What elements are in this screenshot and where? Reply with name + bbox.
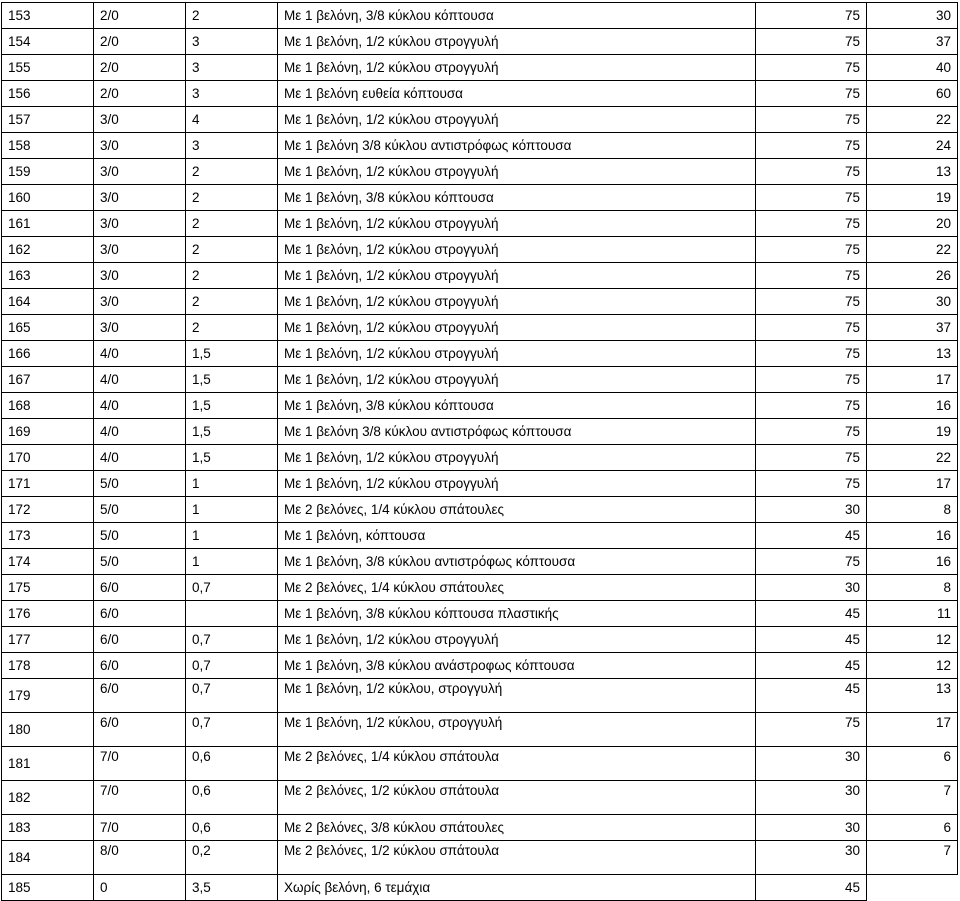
needle-length-cell: 8 [867,497,958,523]
item-number-cell: 175 [2,575,94,601]
needle-length-cell: 37 [867,315,958,341]
table-row [2,237,958,263]
decimal-size-cell: 1,5 [186,341,278,367]
suture-size-cell: 8/0 [94,841,186,875]
needle-description-cell: Χωρίς βελόνη, 6 τεμάχια [278,875,756,901]
needle-description-cell: Με 2 βελόνες, 1/4 κύκλου σπάτουλες [278,575,756,601]
decimal-size-cell: 2 [186,185,278,211]
needle-length-cell: 26 [867,263,958,289]
suture-size-cell: 3/0 [94,133,186,159]
length-cell: 75 [756,159,867,185]
decimal-size-cell: 2 [186,237,278,263]
item-number-cell: 155 [2,55,94,81]
table-row [2,107,958,133]
table-row [2,841,958,875]
item-number-cell: 162 [2,237,94,263]
decimal-size-cell: 2 [186,211,278,237]
needle-description-cell: Με 1 βελόνη, 1/2 κύκλου στρογγυλή [278,471,756,497]
item-number-cell: 157 [2,107,94,133]
table-row [2,55,958,81]
table-row [2,185,958,211]
length-cell: 75 [756,549,867,575]
needle-length-cell: 22 [867,107,958,133]
decimal-size-cell: 1 [186,523,278,549]
needle-description-cell: Με 1 βελόνη, 1/2 κύκλου, στρογγυλή [278,679,756,713]
item-number-cell: 161 [2,211,94,237]
needle-description-cell: Με 1 βελόνη, 3/8 κύκλου κόπτουσα [278,185,756,211]
length-cell: 30 [756,747,867,781]
needle-length-cell: 13 [867,341,958,367]
needle-description-cell: Με 1 βελόνη, 1/2 κύκλου στρογγυλή [278,107,756,133]
needle-length-cell: 22 [867,237,958,263]
decimal-size-cell: 0,6 [186,815,278,841]
suture-size-cell: 6/0 [94,627,186,653]
suture-size-cell: 2/0 [94,55,186,81]
needle-length-cell: 16 [867,549,958,575]
needle-description-cell: Με 1 βελόνη, 3/8 κύκλου κόπτουσα [278,3,756,29]
suture-size-cell: 2/0 [94,29,186,55]
needle-description-cell: Με 1 βελόνη, 1/2 κύκλου στρογγυλή [278,627,756,653]
table-row [2,575,958,601]
needle-description-cell: Με 1 βελόνη, 1/2 κύκλου στρογγυλή [278,289,756,315]
table-row [2,133,958,159]
suture-size-cell: 4/0 [94,419,186,445]
needle-length-cell: 7 [867,781,958,815]
needle-length-cell: 6 [867,815,958,841]
table-row [2,367,958,393]
decimal-size-cell: 3 [186,29,278,55]
suture-size-cell: 6/0 [94,653,186,679]
item-number-cell: 156 [2,81,94,107]
length-cell: 75 [756,393,867,419]
needle-description-cell: Με 2 βελόνες, 1/2 κύκλου σπάτουλα [278,781,756,815]
suture-size-cell: 6/0 [94,601,186,627]
suture-size-cell: 7/0 [94,747,186,781]
table-row [2,627,958,653]
length-cell: 75 [756,185,867,211]
item-number-cell: 167 [2,367,94,393]
needle-description-cell: Με 1 βελόνη, 1/2 κύκλου στρογγυλή [278,341,756,367]
item-number-cell: 163 [2,263,94,289]
needle-description-cell: Με 1 βελόνη, 1/2 κύκλου στρογγυλή [278,55,756,81]
length-cell: 45 [756,627,867,653]
item-number-cell: 174 [2,549,94,575]
item-number-cell: 153 [2,3,94,29]
table-row [2,419,958,445]
item-number-cell: 159 [2,159,94,185]
item-number-cell: 172 [2,497,94,523]
needle-description-cell: Με 2 βελόνες, 1/4 κύκλου σπάτουλες [278,497,756,523]
item-number-cell: 168 [2,393,94,419]
decimal-size-cell: 1,5 [186,393,278,419]
length-cell: 75 [756,211,867,237]
table-row [2,875,958,901]
decimal-size-cell: 1 [186,549,278,575]
needle-description-cell: Με 1 βελόνη, 1/2 κύκλου στρογγυλή [278,159,756,185]
decimal-size-cell: 3 [186,133,278,159]
decimal-size-cell: 0,7 [186,627,278,653]
needle-description-cell: Με 1 βελόνη, 3/8 κύκλου κόπτουσα [278,393,756,419]
decimal-size-cell: 1,5 [186,445,278,471]
needle-length-cell: 11 [867,601,958,627]
table-row [2,747,958,781]
needle-description-cell: Με 1 βελόνη ευθεία κόπτουσα [278,81,756,107]
suture-size-cell: 3/0 [94,289,186,315]
decimal-size-cell: 1,5 [186,367,278,393]
suture-size-cell: 3/0 [94,263,186,289]
needle-length-cell: 13 [867,679,958,713]
decimal-size-cell: 2 [186,159,278,185]
needle-description-cell: Με 2 βελόνες, 1/4 κύκλου σπάτουλα [278,747,756,781]
decimal-size-cell: 1 [186,471,278,497]
needle-length-cell: 17 [867,367,958,393]
suture-size-cell: 4/0 [94,341,186,367]
item-number-cell: 169 [2,419,94,445]
item-number-cell: 180 [2,713,94,747]
needle-description-cell: Με 1 βελόνη, κόπτουσα [278,523,756,549]
decimal-size-cell: 0,6 [186,747,278,781]
suture-size-cell: 6/0 [94,679,186,713]
decimal-size-cell: 2 [186,3,278,29]
suture-size-cell: 3/0 [94,237,186,263]
table-row [2,81,958,107]
suture-size-cell: 5/0 [94,471,186,497]
length-cell: 30 [756,815,867,841]
decimal-size-cell: 0,7 [186,679,278,713]
needle-length-cell: 19 [867,419,958,445]
needle-description-cell: Με 1 βελόνη, 1/2 κύκλου στρογγυλή [278,367,756,393]
suture-size-cell: 5/0 [94,523,186,549]
table-row [2,445,958,471]
length-cell: 45 [756,679,867,713]
needle-description-cell: Με 2 βελόνες, 3/8 κύκλου σπάτουλες [278,815,756,841]
length-cell: 75 [756,289,867,315]
decimal-size-cell: 0,7 [186,653,278,679]
length-cell: 75 [756,3,867,29]
needle-length-cell: 16 [867,523,958,549]
suture-size-cell: 0 [94,875,186,901]
length-cell: 30 [756,841,867,875]
length-cell: 45 [756,875,867,901]
length-cell: 30 [756,781,867,815]
item-number-cell: 170 [2,445,94,471]
table-row [2,211,958,237]
needle-length-cell: 22 [867,445,958,471]
needle-length-cell: 40 [867,55,958,81]
needle-description-cell: Με 1 βελόνη 3/8 κύκλου αντιστρόφως κόπτουσα [278,419,756,445]
table-row [2,471,958,497]
needle-length-cell: 13 [867,159,958,185]
item-number-cell: 173 [2,523,94,549]
needle-length-cell: 17 [867,471,958,497]
suture-size-cell: 4/0 [94,393,186,419]
needle-description-cell: Με 1 βελόνη, 1/2 κύκλου, στρογγυλή [278,713,756,747]
item-number-cell: 178 [2,653,94,679]
needle-description-cell: Με 1 βελόνη, 1/2 κύκλου στρογγυλή [278,211,756,237]
length-cell: 45 [756,653,867,679]
length-cell: 75 [756,55,867,81]
needle-description-cell: Με 1 βελόνη, 3/8 κύκλου ανάστροφως κόπτουσα [278,653,756,679]
table-row [2,815,958,841]
needle-length-cell: 7 [867,841,958,875]
needle-description-cell: Με 1 βελόνη, 1/2 κύκλου στρογγυλή [278,445,756,471]
item-number-cell: 166 [2,341,94,367]
table-row [2,781,958,815]
item-number-cell: 179 [2,679,94,713]
table-row [2,159,958,185]
needle-length-cell: 16 [867,393,958,419]
needle-description-cell: Με 1 βελόνη, 1/2 κύκλου στρογγυλή [278,263,756,289]
length-cell: 75 [756,713,867,747]
length-cell: 30 [756,575,867,601]
suture-size-cell: 2/0 [94,81,186,107]
suture-size-cell: 3/0 [94,107,186,133]
length-cell: 75 [756,263,867,289]
item-number-cell: 176 [2,601,94,627]
suture-size-cell: 5/0 [94,497,186,523]
decimal-size-cell: 2 [186,289,278,315]
suture-size-cell: 3/0 [94,315,186,341]
length-cell: 30 [756,497,867,523]
length-cell: 45 [756,523,867,549]
item-number-cell: 177 [2,627,94,653]
needle-description-cell: Με 1 βελόνη, 3/8 κύκλου αντιστρόφως κόπτουσα [278,549,756,575]
item-number-cell: 182 [2,781,94,815]
needle-length-cell: 30 [867,3,958,29]
table-row [2,393,958,419]
needle-description-cell: Με 1 βελόνη 3/8 κύκλου αντιστρόφως κόπτουσα [278,133,756,159]
item-number-cell: 184 [2,841,94,875]
needle-length-cell: 6 [867,747,958,781]
table-row [2,601,958,627]
needle-description-cell: Με 1 βελόνη, 1/2 κύκλου στρογγυλή [278,237,756,263]
table-row [2,497,958,523]
table-row [2,29,958,55]
length-cell: 75 [756,315,867,341]
needle-description-cell: Με 2 βελόνες, 1/2 κύκλου σπάτουλα [278,841,756,875]
table-row [2,289,958,315]
length-cell: 45 [756,601,867,627]
length-cell: 75 [756,341,867,367]
needle-length-cell: 17 [867,713,958,747]
item-number-cell: 165 [2,315,94,341]
item-number-cell: 154 [2,29,94,55]
suture-size-cell: 7/0 [94,781,186,815]
item-number-cell: 171 [2,471,94,497]
suture-size-cell: 6/0 [94,713,186,747]
needle-description-cell: Με 1 βελόνη, 3/8 κύκλου κόπτουσα πλαστικής [278,601,756,627]
suture-size-cell: 2/0 [94,3,186,29]
length-cell: 75 [756,419,867,445]
needle-length-cell: 37 [867,29,958,55]
decimal-size-cell: 0,2 [186,841,278,875]
needle-length-cell: 20 [867,211,958,237]
needle-length-cell: 24 [867,133,958,159]
item-number-cell: 183 [2,815,94,841]
decimal-size-cell: 0,6 [186,781,278,815]
decimal-size-cell: 1 [186,497,278,523]
table-row [2,3,958,29]
needle-description-cell: Με 1 βελόνη, 1/2 κύκλου στρογγυλή [278,29,756,55]
length-cell: 75 [756,81,867,107]
length-cell: 75 [756,133,867,159]
table-row [2,713,958,747]
suture-size-cell: 3/0 [94,211,186,237]
length-cell: 75 [756,471,867,497]
table-row [2,549,958,575]
decimal-size-cell: 3 [186,55,278,81]
decimal-size-cell: 4 [186,107,278,133]
item-number-cell: 181 [2,747,94,781]
length-cell: 75 [756,107,867,133]
decimal-size-cell: 3,5 [186,875,278,901]
length-cell: 75 [756,367,867,393]
table-row [2,315,958,341]
table-body [2,3,958,901]
suture-table [1,2,958,901]
needle-length-cell: 19 [867,185,958,211]
decimal-size-cell: 0,7 [186,713,278,747]
suture-size-cell: 3/0 [94,159,186,185]
decimal-size-cell: 1,5 [186,419,278,445]
length-cell: 75 [756,445,867,471]
item-number-cell: 160 [2,185,94,211]
suture-size-cell: 7/0 [94,815,186,841]
needle-length-cell: 12 [867,627,958,653]
table-row [2,679,958,713]
table-row [2,653,958,679]
length-cell: 75 [756,237,867,263]
item-number-cell: 164 [2,289,94,315]
needle-length-cell: 12 [867,653,958,679]
table-row [2,263,958,289]
needle-length-cell [867,875,958,901]
decimal-size-cell [186,601,278,627]
needle-description-cell: Με 1 βελόνη, 1/2 κύκλου στρογγυλή [278,315,756,341]
item-number-cell: 185 [2,875,94,901]
needle-length-cell: 8 [867,575,958,601]
needle-length-cell: 30 [867,289,958,315]
decimal-size-cell: 2 [186,315,278,341]
suture-size-cell: 4/0 [94,445,186,471]
suture-size-cell: 6/0 [94,575,186,601]
length-cell: 75 [756,29,867,55]
needle-length-cell: 60 [867,81,958,107]
suture-size-cell: 5/0 [94,549,186,575]
decimal-size-cell: 0,7 [186,575,278,601]
item-number-cell: 158 [2,133,94,159]
suture-size-cell: 3/0 [94,185,186,211]
decimal-size-cell: 2 [186,263,278,289]
table-row [2,523,958,549]
suture-size-cell: 4/0 [94,367,186,393]
table-row [2,341,958,367]
decimal-size-cell: 3 [186,81,278,107]
